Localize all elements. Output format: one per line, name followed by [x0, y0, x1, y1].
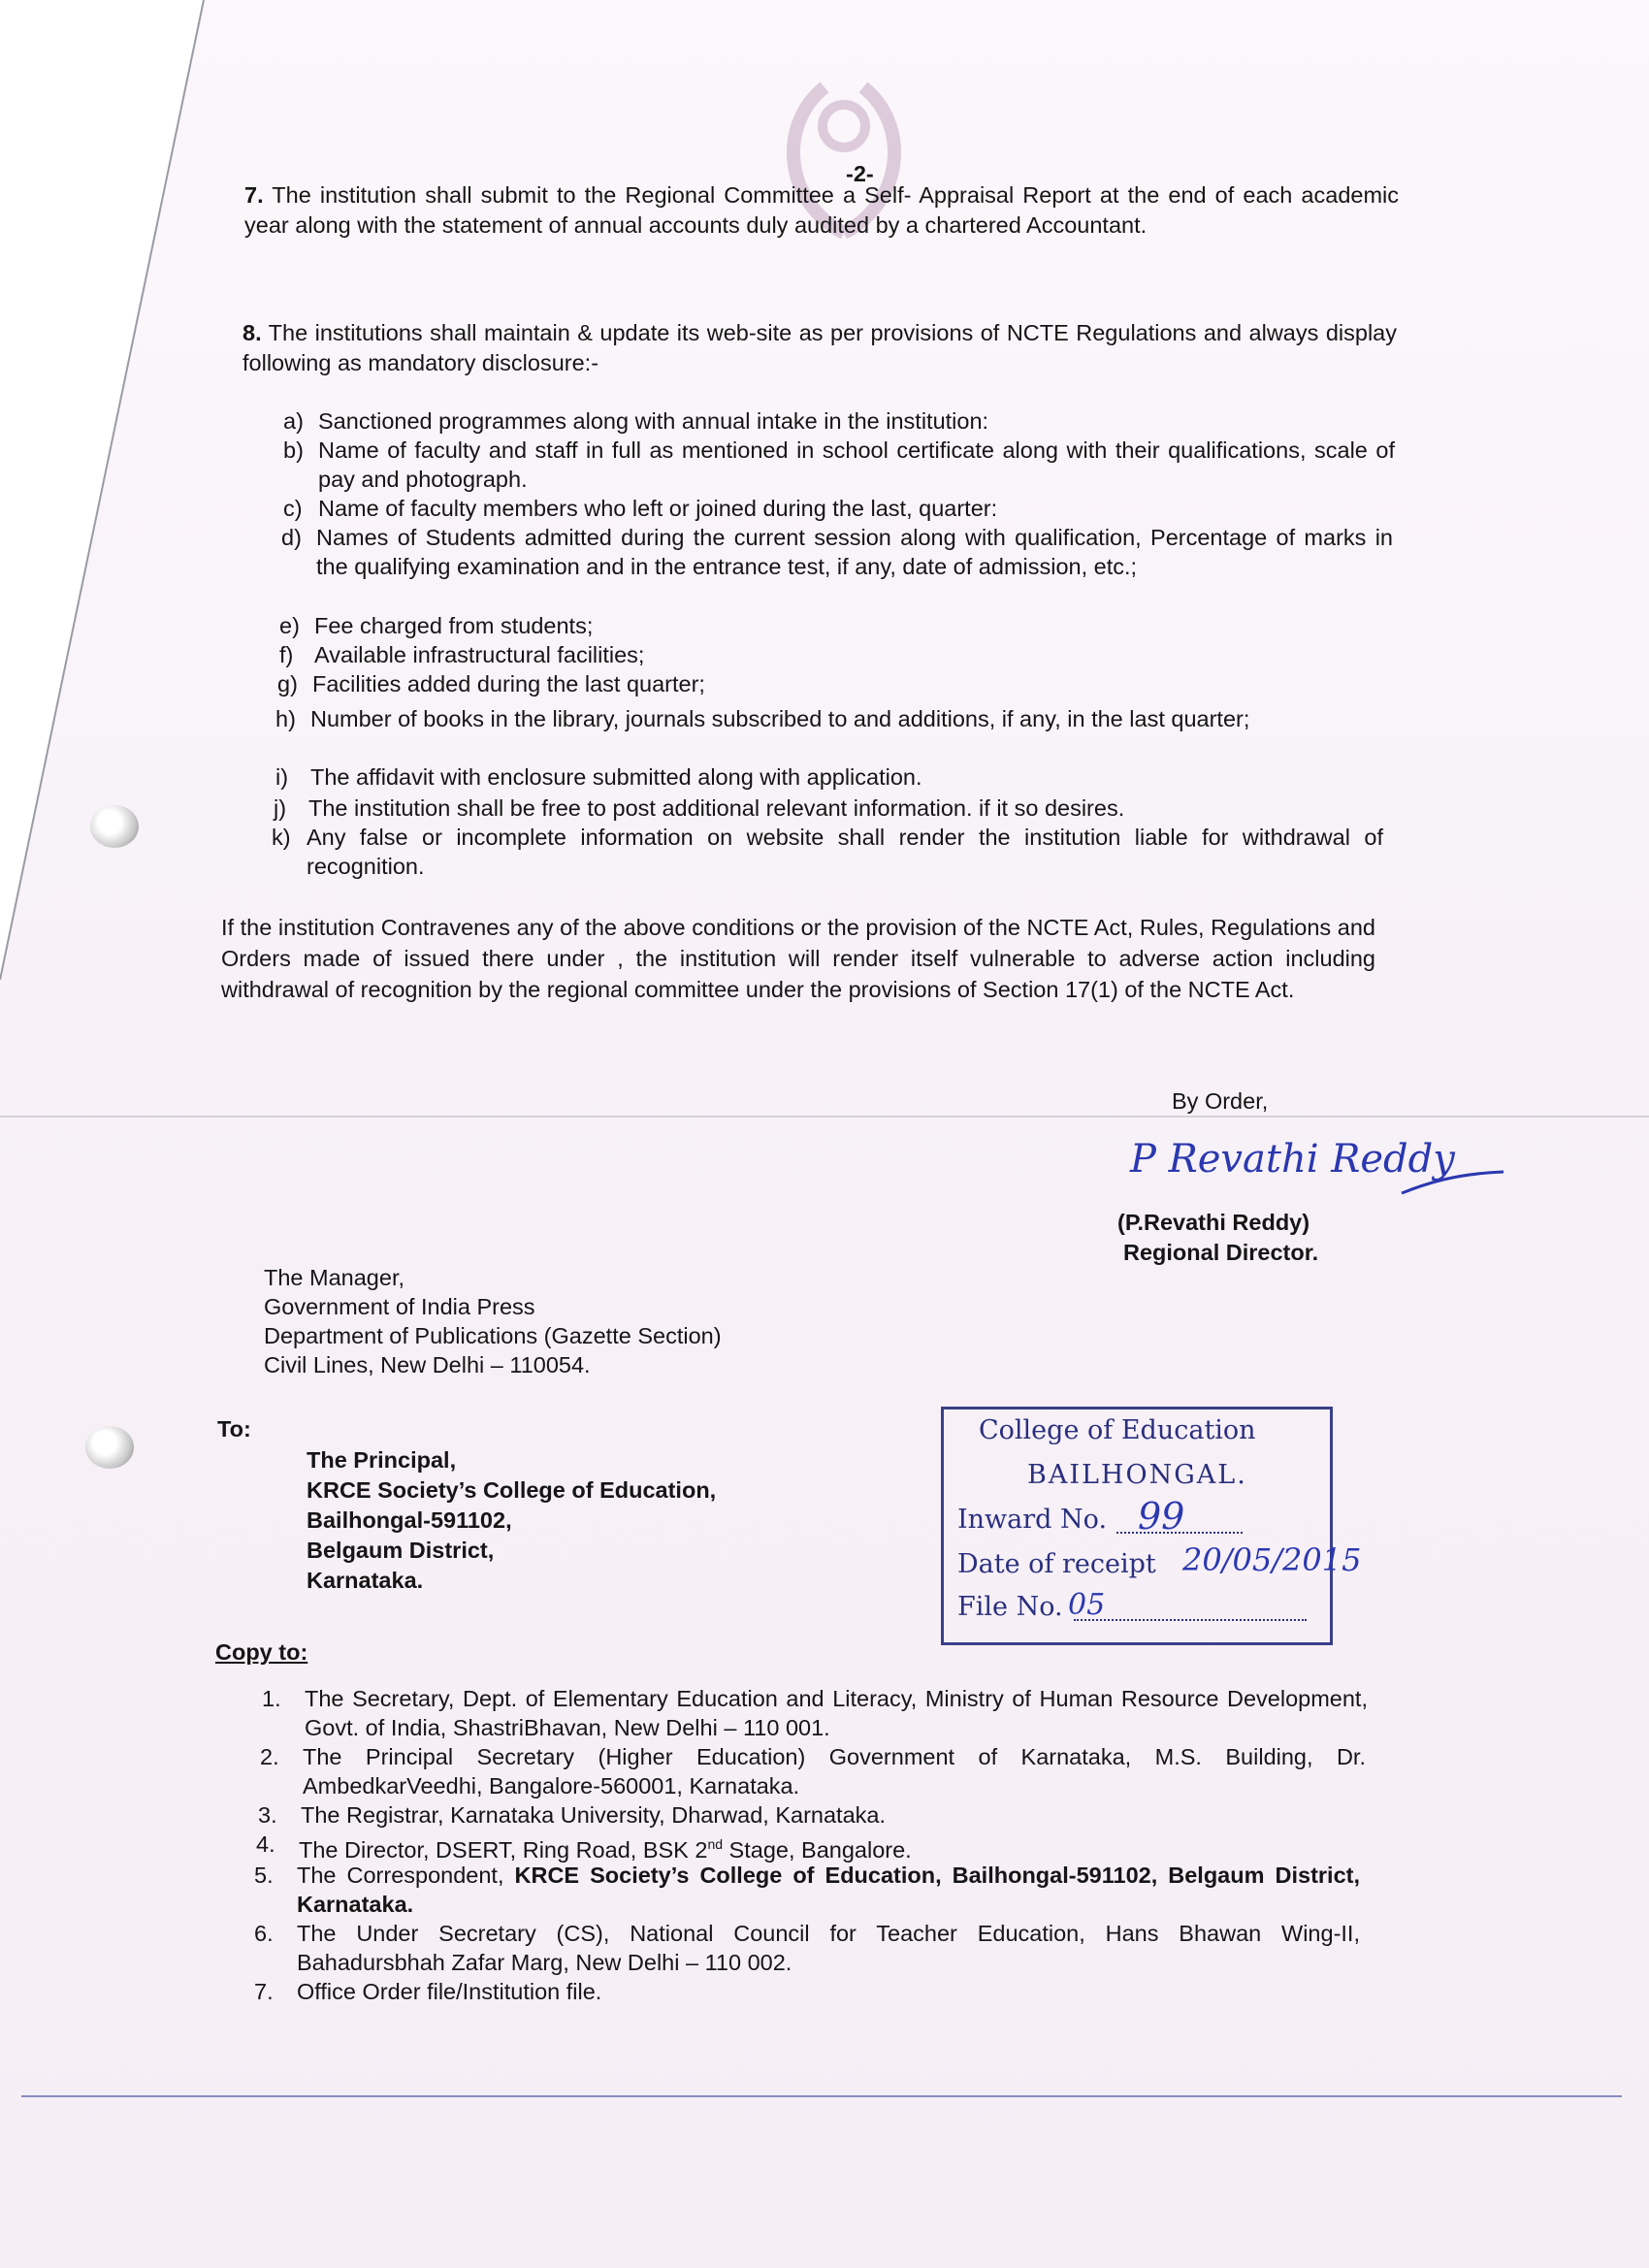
- disclosure-text: Any false or incomplete information on website shall render the institution liable for withdrawal of recognition.: [307, 825, 1383, 879]
- handwritten-signature: P Revathi Reddy: [1130, 1137, 1455, 1182]
- punch-hole-top: [90, 805, 139, 848]
- contravention-paragraph: If the institution Contravenes any of the above conditions or the provision of the NCTE Act, Rules, Regulations and Orders made of issued there under , the institution will render itself vulnerable to adverse action including withdrawal of recognition by the regional committee under the provisions of Section 17(1) of the NCTE Act.: [221, 915, 1375, 1002]
- paragraph-7: [244, 180, 1399, 241]
- disclosure-marker: f): [279, 642, 294, 667]
- paper-crease: [0, 1116, 1649, 1118]
- copy-to-text: Office Order file/Institution file.: [297, 1979, 602, 2004]
- principal-line: Belgaum District,: [307, 1538, 495, 1563]
- disclosure-text: Available infrastructural facilities;: [314, 642, 645, 667]
- copy-to-text: [299, 1830, 1362, 1864]
- stamp-place: BAILHONGAL.: [1027, 1460, 1247, 1490]
- paragraph-8-number: 8.: [242, 320, 262, 345]
- copy-to-text: [297, 1861, 1360, 1919]
- disclosure-marker: b): [283, 437, 304, 463]
- copy-to-number: 1.: [262, 1686, 281, 1711]
- manager-line: Department of Publications (Gazette Section): [264, 1323, 722, 1348]
- stamp-date-label: Date of receipt: [957, 1549, 1156, 1579]
- disclosure-text: Names of Students admitted during the current session along with qualification, Percentage of marks in the qualifying examination and in the entrance test, if any, date of admission, etc.;: [316, 525, 1393, 579]
- paragraph-8: [242, 318, 1397, 378]
- by-order-text: By Order,: [1172, 1088, 1269, 1114]
- to-label: To:: [217, 1416, 251, 1442]
- disclosure-marker: c): [283, 496, 303, 521]
- paragraph-7-text: The institution shall submit to the Regional Committee a Self- Appraisal Report at the end of each academic year along with the statement of annual accounts duly audited by a chartered Accountant.: [244, 182, 1399, 238]
- copy-to-number: 6.: [254, 1921, 274, 1946]
- copy-to-text: The Principal Secretary (Higher Education) Government of Karnataka, M.S. Building, Dr. AmbedkarVeedhi, Bangalore-560001, Karnataka.: [303, 1744, 1366, 1798]
- punch-hole-bottom: [85, 1426, 134, 1469]
- disclosure-text: Fee charged from students;: [314, 613, 594, 638]
- principal-line: Bailhongal-591102,: [307, 1507, 512, 1533]
- ordinal-suffix: nd: [707, 1836, 724, 1852]
- disclosure-marker: e): [279, 613, 300, 638]
- principal-line: KRCE Society’s College of Education,: [307, 1477, 717, 1503]
- disclosure-marker: i): [275, 764, 289, 790]
- inward-stamp: [941, 1407, 1362, 1645]
- copy-to-number: 3.: [258, 1802, 277, 1828]
- copy-to-text-part: The Director, DSERT, Ring Road, BSK 2: [299, 1836, 708, 1863]
- copy-to-number: 2.: [260, 1744, 279, 1769]
- stamp-file-label: File No.: [957, 1592, 1063, 1622]
- file-number-value: 05: [1068, 1588, 1106, 1622]
- copy-to-text: The Under Secretary (CS), National Council for Teacher Education, Hans Bhawan Wing-II, Bahadursbhah Zafar Marg, New Delhi – 110 002.: [297, 1921, 1360, 1975]
- disclosure-text: Facilities added during the last quarter;: [312, 671, 705, 697]
- disclosure-text: Name of faculty and staff in full as mentioned in school certificate along with their qualifications, scale of pay and photograph.: [318, 437, 1395, 492]
- disclosure-marker: h): [275, 706, 296, 731]
- disclosure-marker: g): [277, 671, 298, 697]
- disclosure-text: The affidavit with enclosure submitted along with application.: [310, 764, 922, 790]
- paragraph-7-number: 7.: [244, 182, 264, 208]
- signature-flourish: [1397, 1164, 1513, 1203]
- disclosure-marker: a): [283, 408, 304, 434]
- page-number: -2-: [846, 161, 874, 186]
- copy-to-label: Copy to:: [215, 1639, 308, 1665]
- disclosure-text: Sanctioned programmes along with annual intake in the institution:: [318, 408, 989, 434]
- margin-rule: [21, 2095, 1622, 2097]
- manager-line: The Manager,: [264, 1265, 405, 1290]
- inward-number-value: 99: [1138, 1495, 1185, 1538]
- stamp-inward-label: Inward No.: [957, 1505, 1108, 1535]
- stamp-college-name: College of Education: [979, 1415, 1256, 1445]
- copy-to-text-part: The Correspondent,: [297, 1863, 515, 1888]
- signatory-title: Regional Director.: [1123, 1240, 1319, 1265]
- disclosure-text: Name of faculty members who left or joined during the last, quarter:: [318, 496, 998, 521]
- copy-to-text: The Secretary, Dept. of Elementary Education and Literacy, Ministry of Human Resource Development, Govt. of India, ShastriBhavan, New Delhi – 110 001.: [305, 1686, 1368, 1740]
- disclosure-marker: j): [274, 795, 287, 821]
- manager-line: Government of India Press: [264, 1294, 535, 1319]
- copy-to-text: The Registrar, Karnataka University, Dharwad, Karnataka.: [301, 1802, 887, 1828]
- disclosure-marker: k): [272, 825, 291, 850]
- disclosure-text: The institution shall be free to post additional relevant information. if it so desires.: [308, 795, 1125, 821]
- receipt-date-value: 20/05/2015: [1182, 1541, 1362, 1578]
- manager-line: Civil Lines, New Delhi – 110054.: [264, 1352, 591, 1377]
- disclosure-marker: d): [281, 525, 302, 550]
- copy-to-number: 5.: [254, 1863, 274, 1888]
- principal-line: The Principal,: [307, 1447, 457, 1473]
- disclosure-text: Number of books in the library, journals subscribed to and additions, if any, in the last quarter;: [310, 706, 1250, 731]
- copy-to-text-bold: KRCE Society’s College of Education, Bailhongal-591102, Belgaum District, Karnataka.: [297, 1863, 1360, 1917]
- principal-line: Karnataka.: [307, 1568, 424, 1593]
- copy-to-number: 4.: [256, 1831, 275, 1857]
- signatory-name: (P.Revathi Reddy): [1117, 1210, 1310, 1235]
- paragraph-8-text: The institutions shall maintain & update its web-site as per provisions of NCTE Regulations and always display following as mandatory disclosure:-: [242, 320, 1397, 375]
- copy-to-text-part: Stage, Bangalore.: [723, 1836, 912, 1863]
- copy-to-number: 7.: [254, 1979, 274, 2004]
- stamp-file-line: [1074, 1619, 1307, 1621]
